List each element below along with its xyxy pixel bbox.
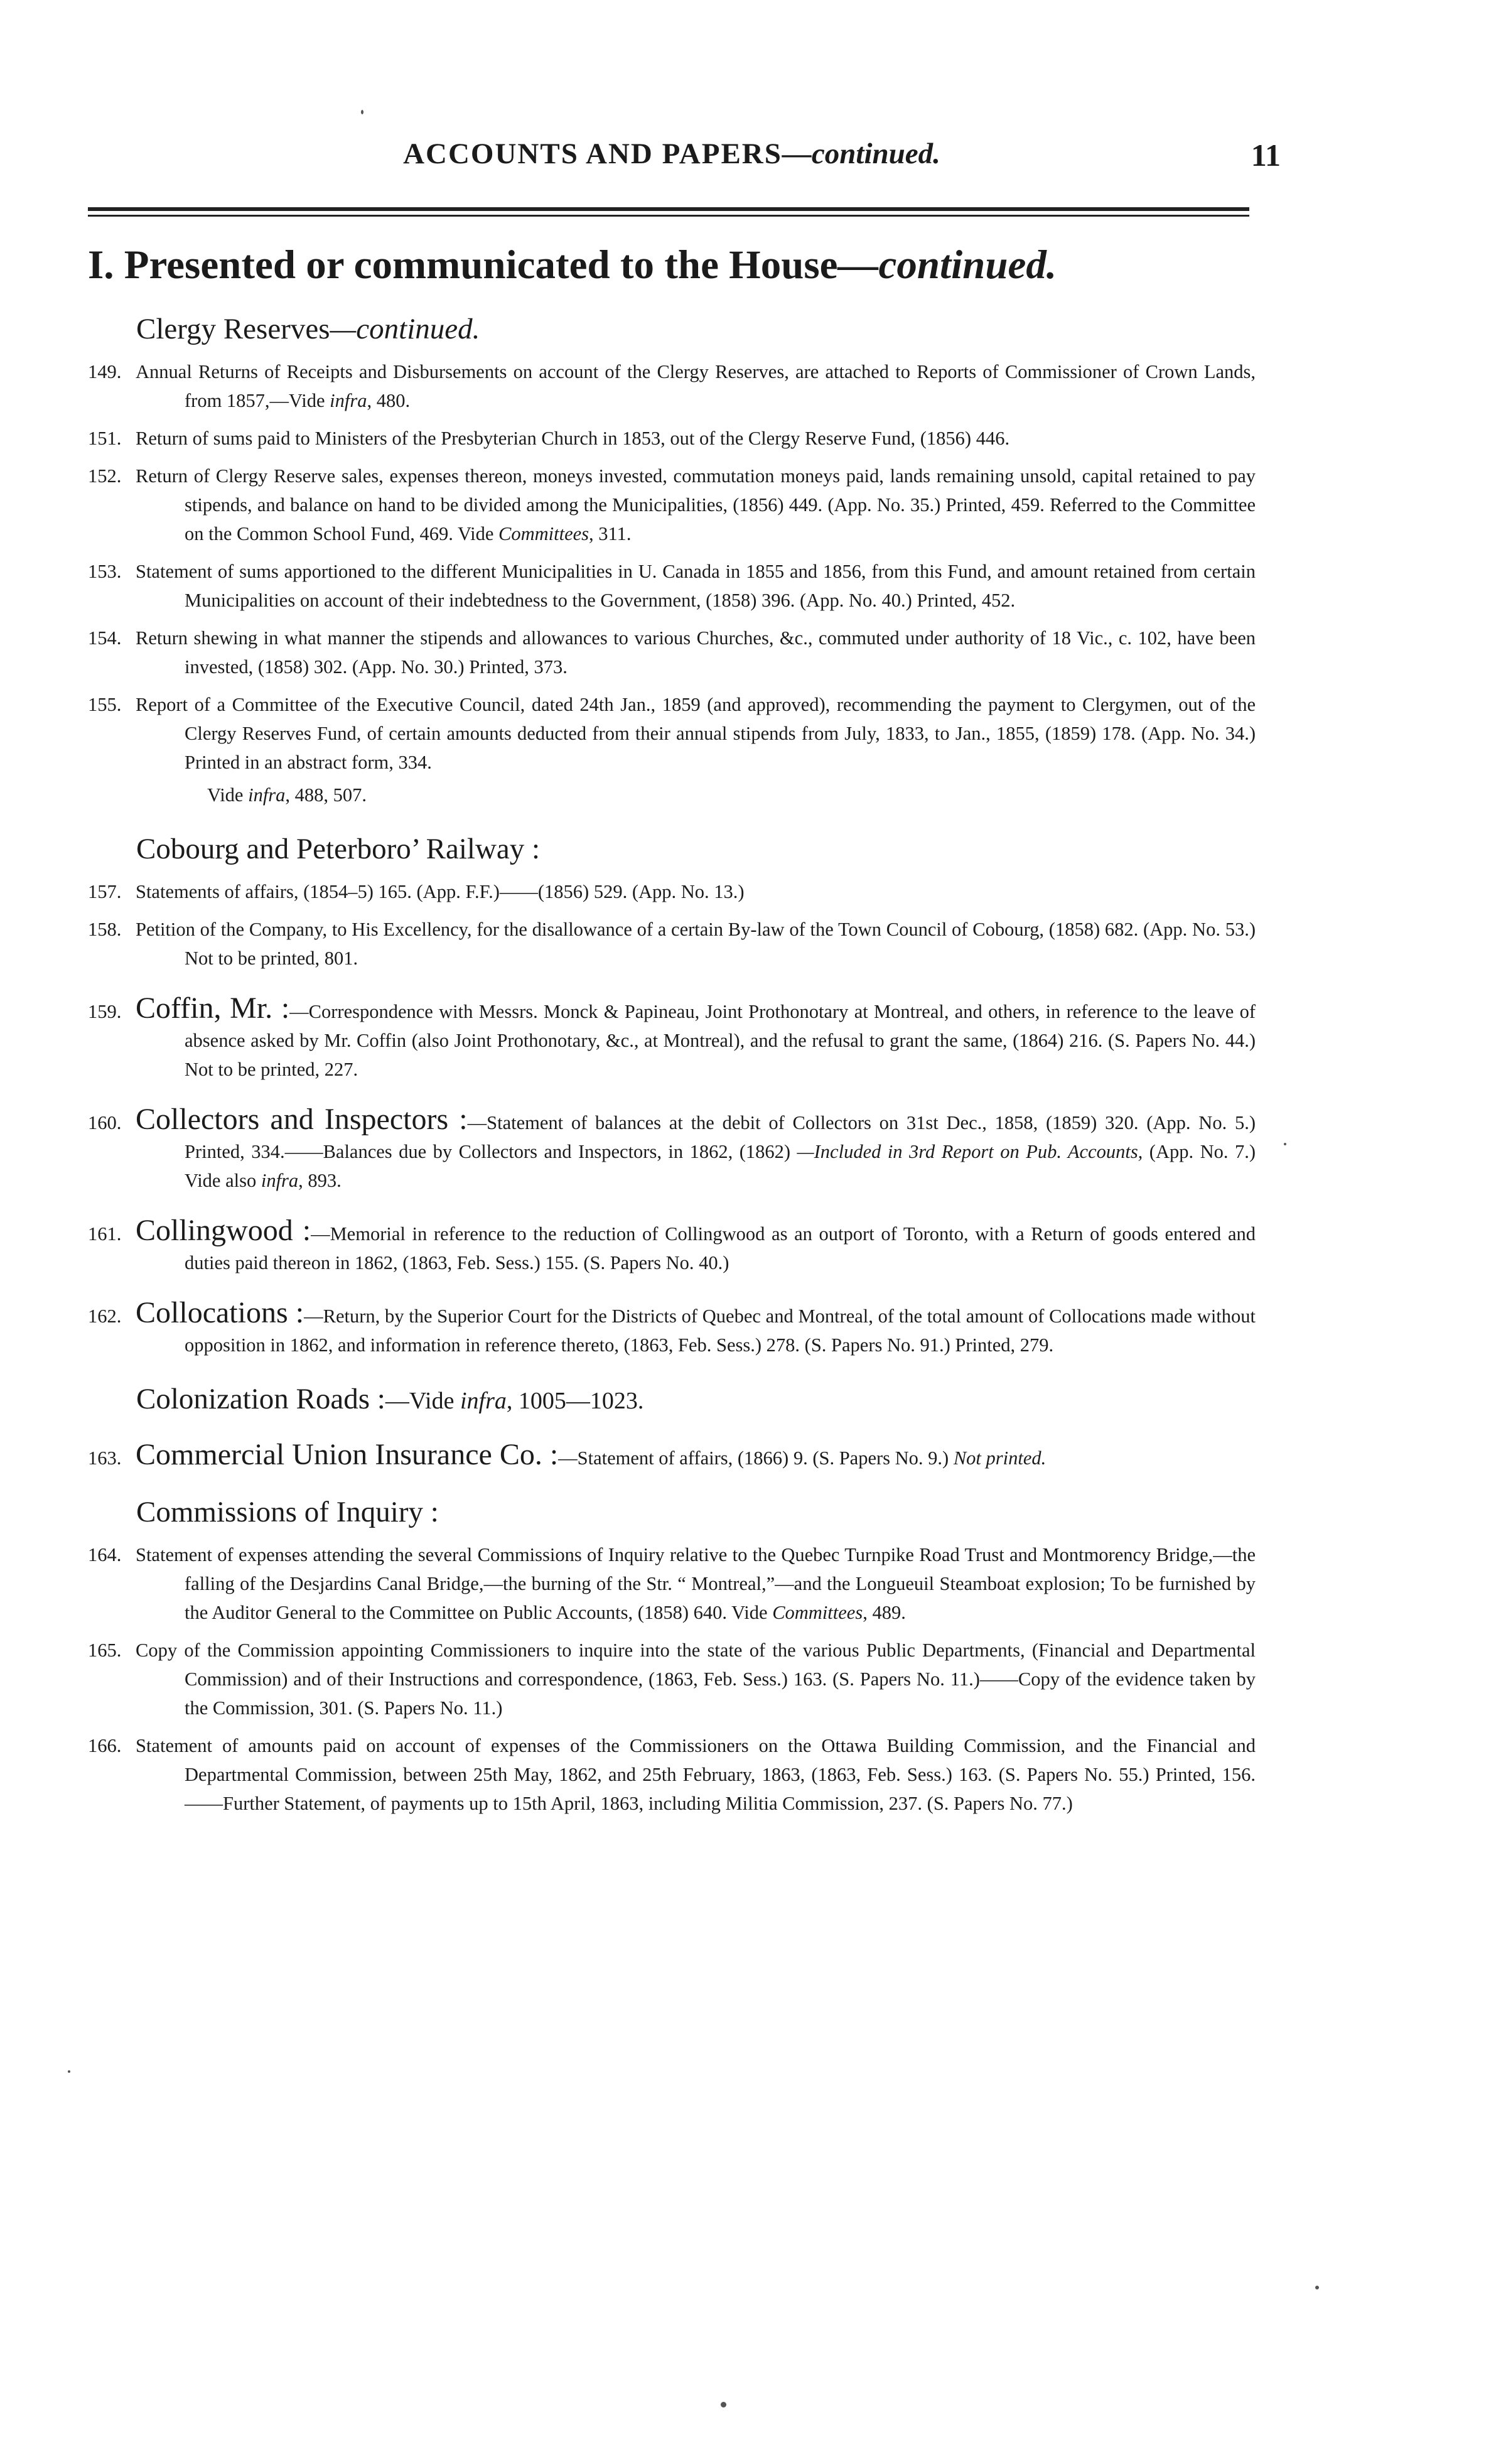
entry-number: 165. bbox=[88, 1640, 122, 1661]
vide-ital: infra bbox=[248, 784, 286, 806]
entry-text-end: , 893. bbox=[298, 1170, 342, 1191]
colonization-roads-line bbox=[136, 1381, 1256, 1419]
entry-158 bbox=[88, 915, 1256, 973]
print-speck bbox=[1284, 1143, 1286, 1145]
entry-number: 157. bbox=[88, 881, 122, 902]
running-head bbox=[88, 137, 1256, 171]
entry-154 bbox=[88, 624, 1256, 681]
entry-text: Statement of sums apportioned to the different Municipalities in U. Canada in 1855 and 1856, from this Fund, and amount retained from certain Municipalities on account of their indebtedness to the Government, (1858) 396. (App. No. 40.) Printed, 452. bbox=[136, 561, 1256, 611]
entry-number: 151. bbox=[88, 428, 122, 449]
entry-number: 164. bbox=[88, 1544, 122, 1565]
print-speck bbox=[1315, 2286, 1319, 2289]
entry-number: 159. bbox=[88, 1001, 122, 1022]
cref-ital: infra bbox=[460, 1388, 507, 1414]
entry-text: Copy of the Commission appointing Commissioners to inquire into the state of the various Public Departments, (Financial and Departmental Commission) and of their Instructions and correspondence, (1863, Feb. Sess.) 163. (S. Papers No. 11.)——Copy of the evidence taken by the Commission, 301. (S. Papers No. 11.) bbox=[136, 1640, 1256, 1719]
entry-163 bbox=[88, 1440, 1256, 1472]
heading-text: Clergy Reserves bbox=[136, 313, 330, 345]
entry-155-vide bbox=[207, 781, 1256, 809]
section-title bbox=[88, 242, 1281, 289]
header-rule-thick bbox=[88, 207, 1249, 211]
entry-159 bbox=[88, 994, 1256, 1084]
entry-number: 166. bbox=[88, 1735, 122, 1756]
entry-number: 153. bbox=[88, 561, 122, 582]
heading-suffix: —continued. bbox=[330, 313, 480, 345]
entry-text: Return shewing in what manner the stipends and allowances to various Churches, &c., commuted under authority of 18 Vic., c. 102, have been invested, (1858) 302. (App. No. 30.) Printed, 373. bbox=[136, 627, 1256, 678]
entry-label: Collingwood : bbox=[136, 1214, 311, 1247]
entry-text: Return of sums paid to Ministers of the Presbyterian Church in 1853, out of the Clergy Reserve Fund, (1856) 446. bbox=[136, 428, 1010, 449]
entry-ital-2: infra bbox=[261, 1170, 299, 1191]
cref-text-end: , 1005—1023. bbox=[506, 1388, 644, 1414]
entry-ital: —Included in 3rd Report on Pub. Accounts, bbox=[797, 1141, 1143, 1162]
entry-label: Coffin, Mr. : bbox=[136, 992, 290, 1025]
entry-155 bbox=[88, 690, 1256, 777]
entry-166 bbox=[88, 1731, 1256, 1818]
entry-text: Petition of the Company, to His Excellency, for the disallowance of a certain By-law of the Town Council of Cobourg, (1858) 682. (App. No. 53.) Not to be printed, 801. bbox=[136, 919, 1256, 969]
entry-text: —Return, by the Superior Court for the Districts of Quebec and Montreal, of the total amount of Collocations made without opposition in 1862, and information in reference thereto, (1863, Feb. Sess.) 278. (S. Papers No. 91.) Printed, 279. bbox=[185, 1305, 1256, 1356]
cross-reference bbox=[385, 1388, 644, 1414]
entry-text: Statements of affairs, (1854–5) 165. (App. F.F.)——(1856) 529. (App. No. 13.) bbox=[136, 881, 745, 902]
entry-number: 152. bbox=[88, 465, 122, 487]
entry-157 bbox=[88, 877, 1256, 906]
running-head-suffix: —continued. bbox=[782, 138, 940, 170]
entry-text-mid: (App. No. 7.) Vide also bbox=[185, 1141, 1256, 1191]
entry-text-end: , 489. bbox=[863, 1602, 906, 1623]
entry-text: —Statement of balances at the debit of Collectors on 31st Dec., 1858, (1859) 320. (App. No. 5.) Printed, 334.——Balances due by Collectors and Inspectors, in 1862, (1862) bbox=[185, 1112, 1256, 1162]
entry-160 bbox=[88, 1105, 1256, 1195]
entry-152 bbox=[88, 462, 1256, 548]
entry-number: 158. bbox=[88, 919, 122, 940]
entry-text: —Statement of affairs, (1866) 9. (S. Papers No. 9.) bbox=[558, 1447, 954, 1469]
section-title-main: I. Presented or communicated to the House bbox=[88, 242, 838, 288]
entry-ital: Committees bbox=[772, 1602, 863, 1623]
entry-number: 162. bbox=[88, 1305, 122, 1327]
entry-text: —Correspondence with Messrs. Monck & Papineau, Joint Prothonotary at Montreal, and others, in reference to the leave of absence asked by Mr. Coffin (also Joint Prothonotary, &c., at Montreal), and the refusal to grant the same, (1864) 216. (S. Papers No. 44.) Not to be printed, 227. bbox=[185, 1001, 1256, 1080]
entry-number: 161. bbox=[88, 1223, 122, 1245]
entry-text: Return of Clergy Reserve sales, expenses thereon, moneys invested, commutation moneys paid, lands remaining unsold, capital retained to pay stipends, and balance on hand to be divided among the Municipalities, (1856) 449. (App. No. 35.) Printed, 459. Referred to the Committee on the Common School Fund, 469. Vide bbox=[136, 465, 1256, 544]
print-speck bbox=[721, 2402, 726, 2407]
header-rule-thin bbox=[88, 215, 1249, 217]
running-head-title: ACCOUNTS AND PAPERS bbox=[403, 138, 782, 170]
entry-number: 149. bbox=[88, 361, 122, 382]
entry-165 bbox=[88, 1636, 1256, 1722]
entry-164 bbox=[88, 1540, 1256, 1627]
entry-text: —Memorial in reference to the reduction of Collingwood as an outport of Toronto, with a Return of goods entered and duties paid thereon in 1862, (1863, Feb. Sess.) 155. (S. Papers No. 40.) bbox=[185, 1223, 1256, 1273]
entry-162 bbox=[88, 1296, 1256, 1359]
entry-text: Report of a Committee of the Executive Council, dated 24th Jan., 1859 (and approved), recommending the payment to Clergymen, out of the Clergy Reserves Fund, of certain amounts deducted from their annual stipends from July, 1833, to Jan., 1855, (1859) 178. (App. No. 34.) Printed in an abstract form, 334. bbox=[136, 694, 1256, 773]
entry-number: 163. bbox=[88, 1447, 122, 1469]
entry-text: Annual Returns of Receipts and Disbursements on account of the Clergy Reserves, are attached to Reports of Commissioner of Crown Lands, from 1857,—Vide bbox=[136, 361, 1256, 411]
entry-number: 160. bbox=[88, 1112, 122, 1133]
entry-ital: Not printed. bbox=[953, 1447, 1047, 1469]
vide-text-end: , 488, 507. bbox=[285, 784, 367, 806]
commissions-of-inquiry-heading: Commissions of Inquiry : bbox=[136, 1496, 439, 1528]
entry-text-end: , 480. bbox=[367, 390, 411, 411]
cobourg-railway-heading: Cobourg and Peterboro’ Railway : bbox=[136, 833, 541, 865]
entry-ital: Committees bbox=[498, 523, 589, 544]
page-number: 11 bbox=[1251, 138, 1281, 173]
print-speck bbox=[361, 110, 363, 114]
entry-label: Collectors and Inspectors : bbox=[136, 1103, 468, 1136]
section-title-suffix: —continued. bbox=[837, 242, 1057, 288]
entry-ital: infra bbox=[330, 390, 367, 411]
entry-153 bbox=[88, 557, 1256, 615]
entry-text-end: , 311. bbox=[589, 523, 632, 544]
entry-label: Collocations : bbox=[136, 1296, 304, 1329]
vide-text: Vide bbox=[207, 784, 249, 806]
heading-text: Colonization Roads : bbox=[136, 1383, 385, 1415]
entry-label: Commercial Union Insurance Co. : bbox=[136, 1438, 559, 1471]
entries-list bbox=[88, 311, 1256, 1827]
entry-number: 155. bbox=[88, 694, 122, 715]
cref-text: —Vide bbox=[385, 1388, 460, 1414]
entry-161 bbox=[88, 1216, 1256, 1277]
entry-number: 154. bbox=[88, 627, 122, 649]
entry-149 bbox=[88, 357, 1256, 415]
print-speck bbox=[68, 2070, 70, 2073]
entry-151 bbox=[88, 424, 1256, 453]
entry-text: Statement of expenses attending the several Commissions of Inquiry relative to the Quebec Turnpike Road Trust and Montmorency Bridge,—the falling of the Desjardins Canal Bridge,—the burning of the Str. “ Montreal,”—and the Longueuil Steamboat explosion; To be furnished by the Auditor General to the Committee on Public Accounts, (1858) 640. Vide bbox=[136, 1544, 1256, 1623]
clergy-reserves-heading bbox=[136, 311, 1256, 347]
entry-text: Statement of amounts paid on account of expenses of the Commissioners on the Ottawa Building Commission, and the Financial and Departmental Commission, between 25th May, 1862, and 25th February, 1863, (1863, Feb. Sess.) 163. (S. Papers No. 55.) Printed, 156.——Further Statement, of payments up to 15th April, 1863, including Militia Commission, 237. (S. Papers No. 77.) bbox=[136, 1735, 1256, 1814]
